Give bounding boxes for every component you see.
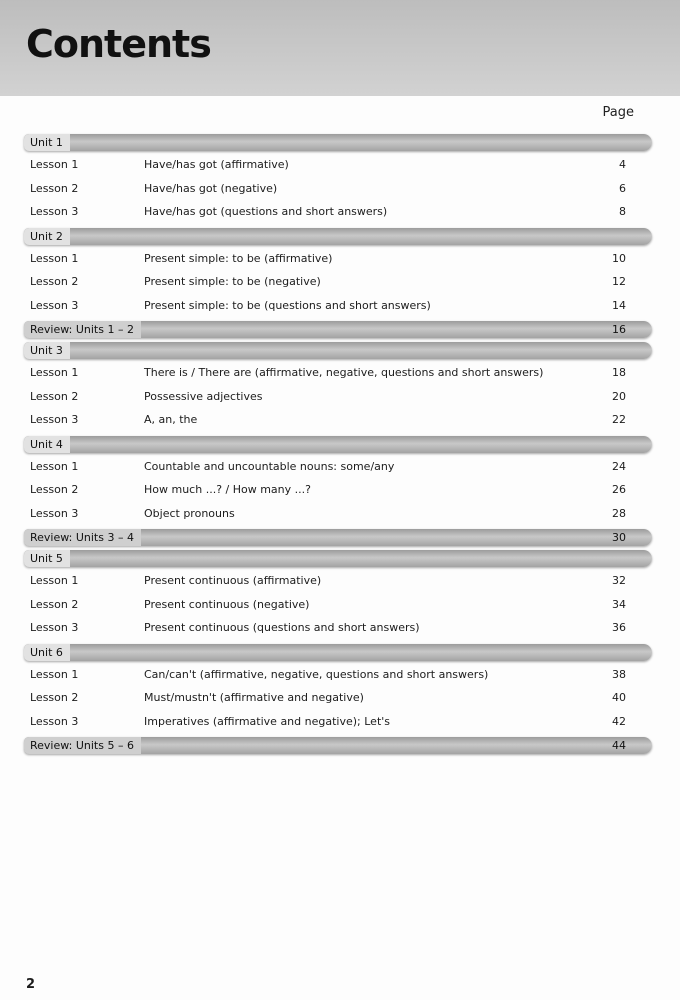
lesson-page-number: 4 (619, 158, 626, 171)
lesson-label: Lesson 1 (30, 251, 79, 265)
lesson-row (24, 663, 652, 687)
lesson-row (24, 710, 652, 734)
review-page-number: 16 (612, 323, 626, 336)
lesson-topic: Present continuous (affirmative) (144, 574, 322, 587)
page-title: Contents (26, 22, 211, 66)
lesson-topic: Can/can't (affirmative, negative, questions and short answers) (144, 667, 489, 681)
review-header-bar (24, 529, 652, 546)
lesson-topic: Countable and uncountable nouns: some/any (144, 459, 395, 473)
lesson-page-number: 10 (612, 251, 626, 265)
lesson-row (24, 153, 652, 177)
lesson-label: Lesson 2 (30, 181, 79, 195)
review-label: Review: Units 5 – 6 (24, 737, 141, 754)
lesson-label: Lesson 2 (30, 483, 79, 496)
review-header-bar (24, 737, 652, 754)
lesson-row (24, 502, 652, 526)
lesson-page-number: 8 (619, 205, 626, 218)
unit-label: Unit 5 (24, 550, 70, 567)
lesson-page-number: 32 (612, 574, 626, 587)
lesson-row (24, 385, 652, 409)
lesson-page-number: 38 (612, 667, 626, 681)
lesson-label: Lesson 1 (30, 574, 79, 587)
lesson-label: Lesson 2 (30, 691, 79, 704)
lesson-topic: Present simple: to be (questions and short answers) (144, 298, 431, 312)
lesson-topic: Have/has got (negative) (144, 181, 278, 195)
review-header-bar (24, 321, 652, 338)
lesson-page-number: 26 (612, 483, 626, 496)
lesson-topic: Have/has got (questions and short answers) (144, 205, 388, 218)
lesson-row (24, 455, 652, 479)
lesson-label: Lesson 3 (30, 298, 79, 312)
lesson-row (24, 593, 652, 617)
lesson-label: Lesson 1 (30, 158, 79, 171)
lesson-row (24, 200, 652, 224)
lesson-row (24, 177, 652, 201)
unit-label: Unit 1 (24, 134, 70, 151)
lesson-page-number: 24 (612, 459, 626, 473)
review-page-number: 30 (612, 531, 626, 544)
lesson-label: Lesson 1 (30, 459, 79, 473)
lesson-row (24, 361, 652, 385)
lesson-label: Lesson 3 (30, 506, 79, 520)
lesson-topic: Possessive adjectives (144, 389, 263, 403)
header-band (0, 0, 680, 96)
table-of-contents (24, 130, 652, 756)
lesson-page-number: 42 (612, 714, 626, 728)
lesson-topic: Must/mustn't (affirmative and negative) (144, 691, 364, 704)
lesson-label: Lesson 3 (30, 714, 79, 728)
lesson-label: Lesson 1 (30, 667, 79, 681)
lesson-label: Lesson 3 (30, 205, 79, 218)
lesson-row (24, 294, 652, 318)
page-column-label: Page (602, 105, 634, 120)
unit-header-bar (24, 644, 652, 661)
lesson-page-number: 18 (612, 366, 626, 379)
review-label: Review: Units 1 – 2 (24, 321, 141, 338)
lesson-topic: Have/has got (affirmative) (144, 158, 289, 171)
lesson-topic: Imperatives (affirmative and negative); Let's (144, 714, 391, 728)
lesson-row (24, 270, 652, 294)
lesson-topic: There is / There are (affirmative, negative, questions and short answers) (144, 366, 544, 379)
lesson-row (24, 616, 652, 640)
unit-header-bar (24, 436, 652, 453)
lesson-label: Lesson 3 (30, 621, 79, 634)
lesson-label: Lesson 3 (30, 413, 79, 426)
lesson-page-number: 40 (612, 691, 626, 704)
lesson-label: Lesson 2 (30, 275, 79, 288)
lesson-label: Lesson 2 (30, 597, 79, 611)
unit-header-bar (24, 342, 652, 359)
review-label: Review: Units 3 – 4 (24, 529, 141, 546)
unit-header-bar (24, 550, 652, 567)
lesson-page-number: 12 (612, 275, 626, 288)
lesson-topic: Present simple: to be (affirmative) (144, 251, 333, 265)
lesson-row (24, 408, 652, 432)
lesson-page-number: 36 (612, 621, 626, 634)
lesson-page-number: 6 (619, 181, 626, 195)
page-number: 2 (26, 977, 36, 992)
lesson-topic: A, an, the (144, 413, 198, 426)
lesson-label: Lesson 2 (30, 389, 79, 403)
lesson-row (24, 569, 652, 593)
lesson-page-number: 28 (612, 506, 626, 520)
lesson-label: Lesson 1 (30, 366, 79, 379)
unit-label: Unit 6 (24, 644, 70, 661)
lesson-topic: Present continuous (questions and short answers) (144, 621, 420, 634)
lesson-topic: Present simple: to be (negative) (144, 275, 321, 288)
review-page-number: 44 (612, 739, 626, 752)
lesson-page-number: 14 (612, 298, 626, 312)
lesson-row (24, 478, 652, 502)
lesson-page-number: 20 (612, 389, 626, 403)
lesson-row (24, 247, 652, 271)
unit-label: Unit 2 (24, 228, 70, 245)
lesson-page-number: 22 (612, 413, 626, 426)
unit-label: Unit 3 (24, 342, 70, 359)
lesson-page-number: 34 (612, 597, 626, 611)
lesson-topic: How much ...? / How many ...? (144, 483, 311, 496)
lesson-topic: Object pronouns (144, 506, 235, 520)
unit-header-bar (24, 228, 652, 245)
unit-label: Unit 4 (24, 436, 70, 453)
unit-header-bar (24, 134, 652, 151)
lesson-topic: Present continuous (negative) (144, 597, 310, 611)
lesson-row (24, 686, 652, 710)
